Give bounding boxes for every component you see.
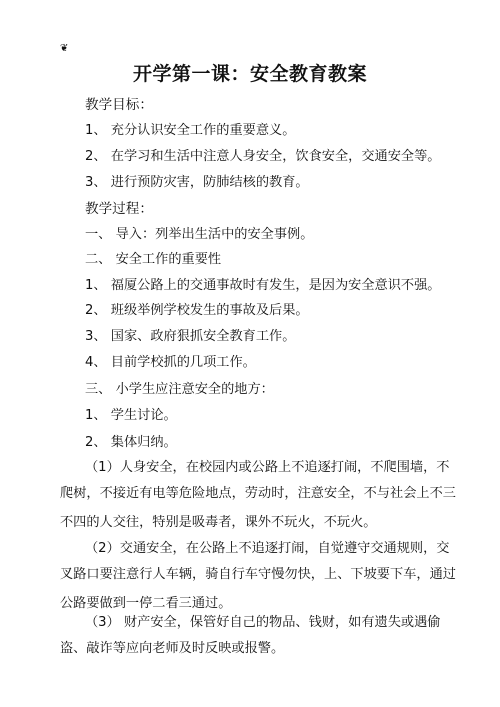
paragraph-first-line: （2）交通安全，在公路上不追逐打闹，自觉遵守交通规则，交: [85, 541, 450, 556]
paragraph-first-line: （1）人身安全，在校园内或公路上不追逐打闹，不爬围墙，不: [85, 460, 450, 475]
goal-item: 2、 在学习和生活中注意人身安全，饮食安全，交通安全等。: [85, 149, 441, 164]
process-item: 3、 国家、政府狠抓安全教育工作。: [85, 329, 296, 344]
process-item: 三、 小学生应注意安全的地方：: [85, 382, 274, 397]
page-title: 开学第一课：安全教育教案: [132, 63, 367, 85]
process-item: 2、 集体归纳。: [85, 435, 177, 450]
paragraph-body: 盗、敲诈等应向老师及时反映或报警。: [60, 641, 285, 656]
goal-item: 3、 进行预防灾害，防肺结核的教育。: [85, 175, 309, 190]
process-item: 一、 导入：列举出生活中的安全事例。: [85, 227, 314, 242]
section-heading-process: 教学过程：: [85, 201, 153, 217]
process-item: 4、 目前学校抓的几项工作。: [85, 355, 256, 370]
process-item: 1、 福厦公路上的交通事故时有发生，是因为安全意识不强。: [85, 278, 441, 293]
section-heading-goals: 教学目标：: [85, 97, 153, 113]
process-item: 2、 班级举例学校发生的事故及后果。: [85, 303, 309, 318]
decorative-mark-icon: ❦: [60, 43, 69, 54]
process-item: 1、 学生讨论。: [85, 408, 177, 423]
goal-item: 1、 充分认识安全工作的重要意义。: [85, 123, 296, 138]
paragraph-first-line: （3） 财产安全，保管好自己的物品、钱财，如有遗失或遇偷: [85, 615, 441, 630]
process-item: 二、 安全工作的重要性: [85, 252, 222, 267]
paragraph-body: 叉路口要注意行人车辆，骑自行车守慢勿快，上、下坡要下车，通过公路要做到一停二看三通过。: [60, 567, 456, 611]
paragraph-body: 爬树，不接近有电等危险地点，劳动时，注意安全，不与社会上不三不四的人交往，特别是吸毒者，课外不玩火，不玩火。: [60, 486, 456, 530]
